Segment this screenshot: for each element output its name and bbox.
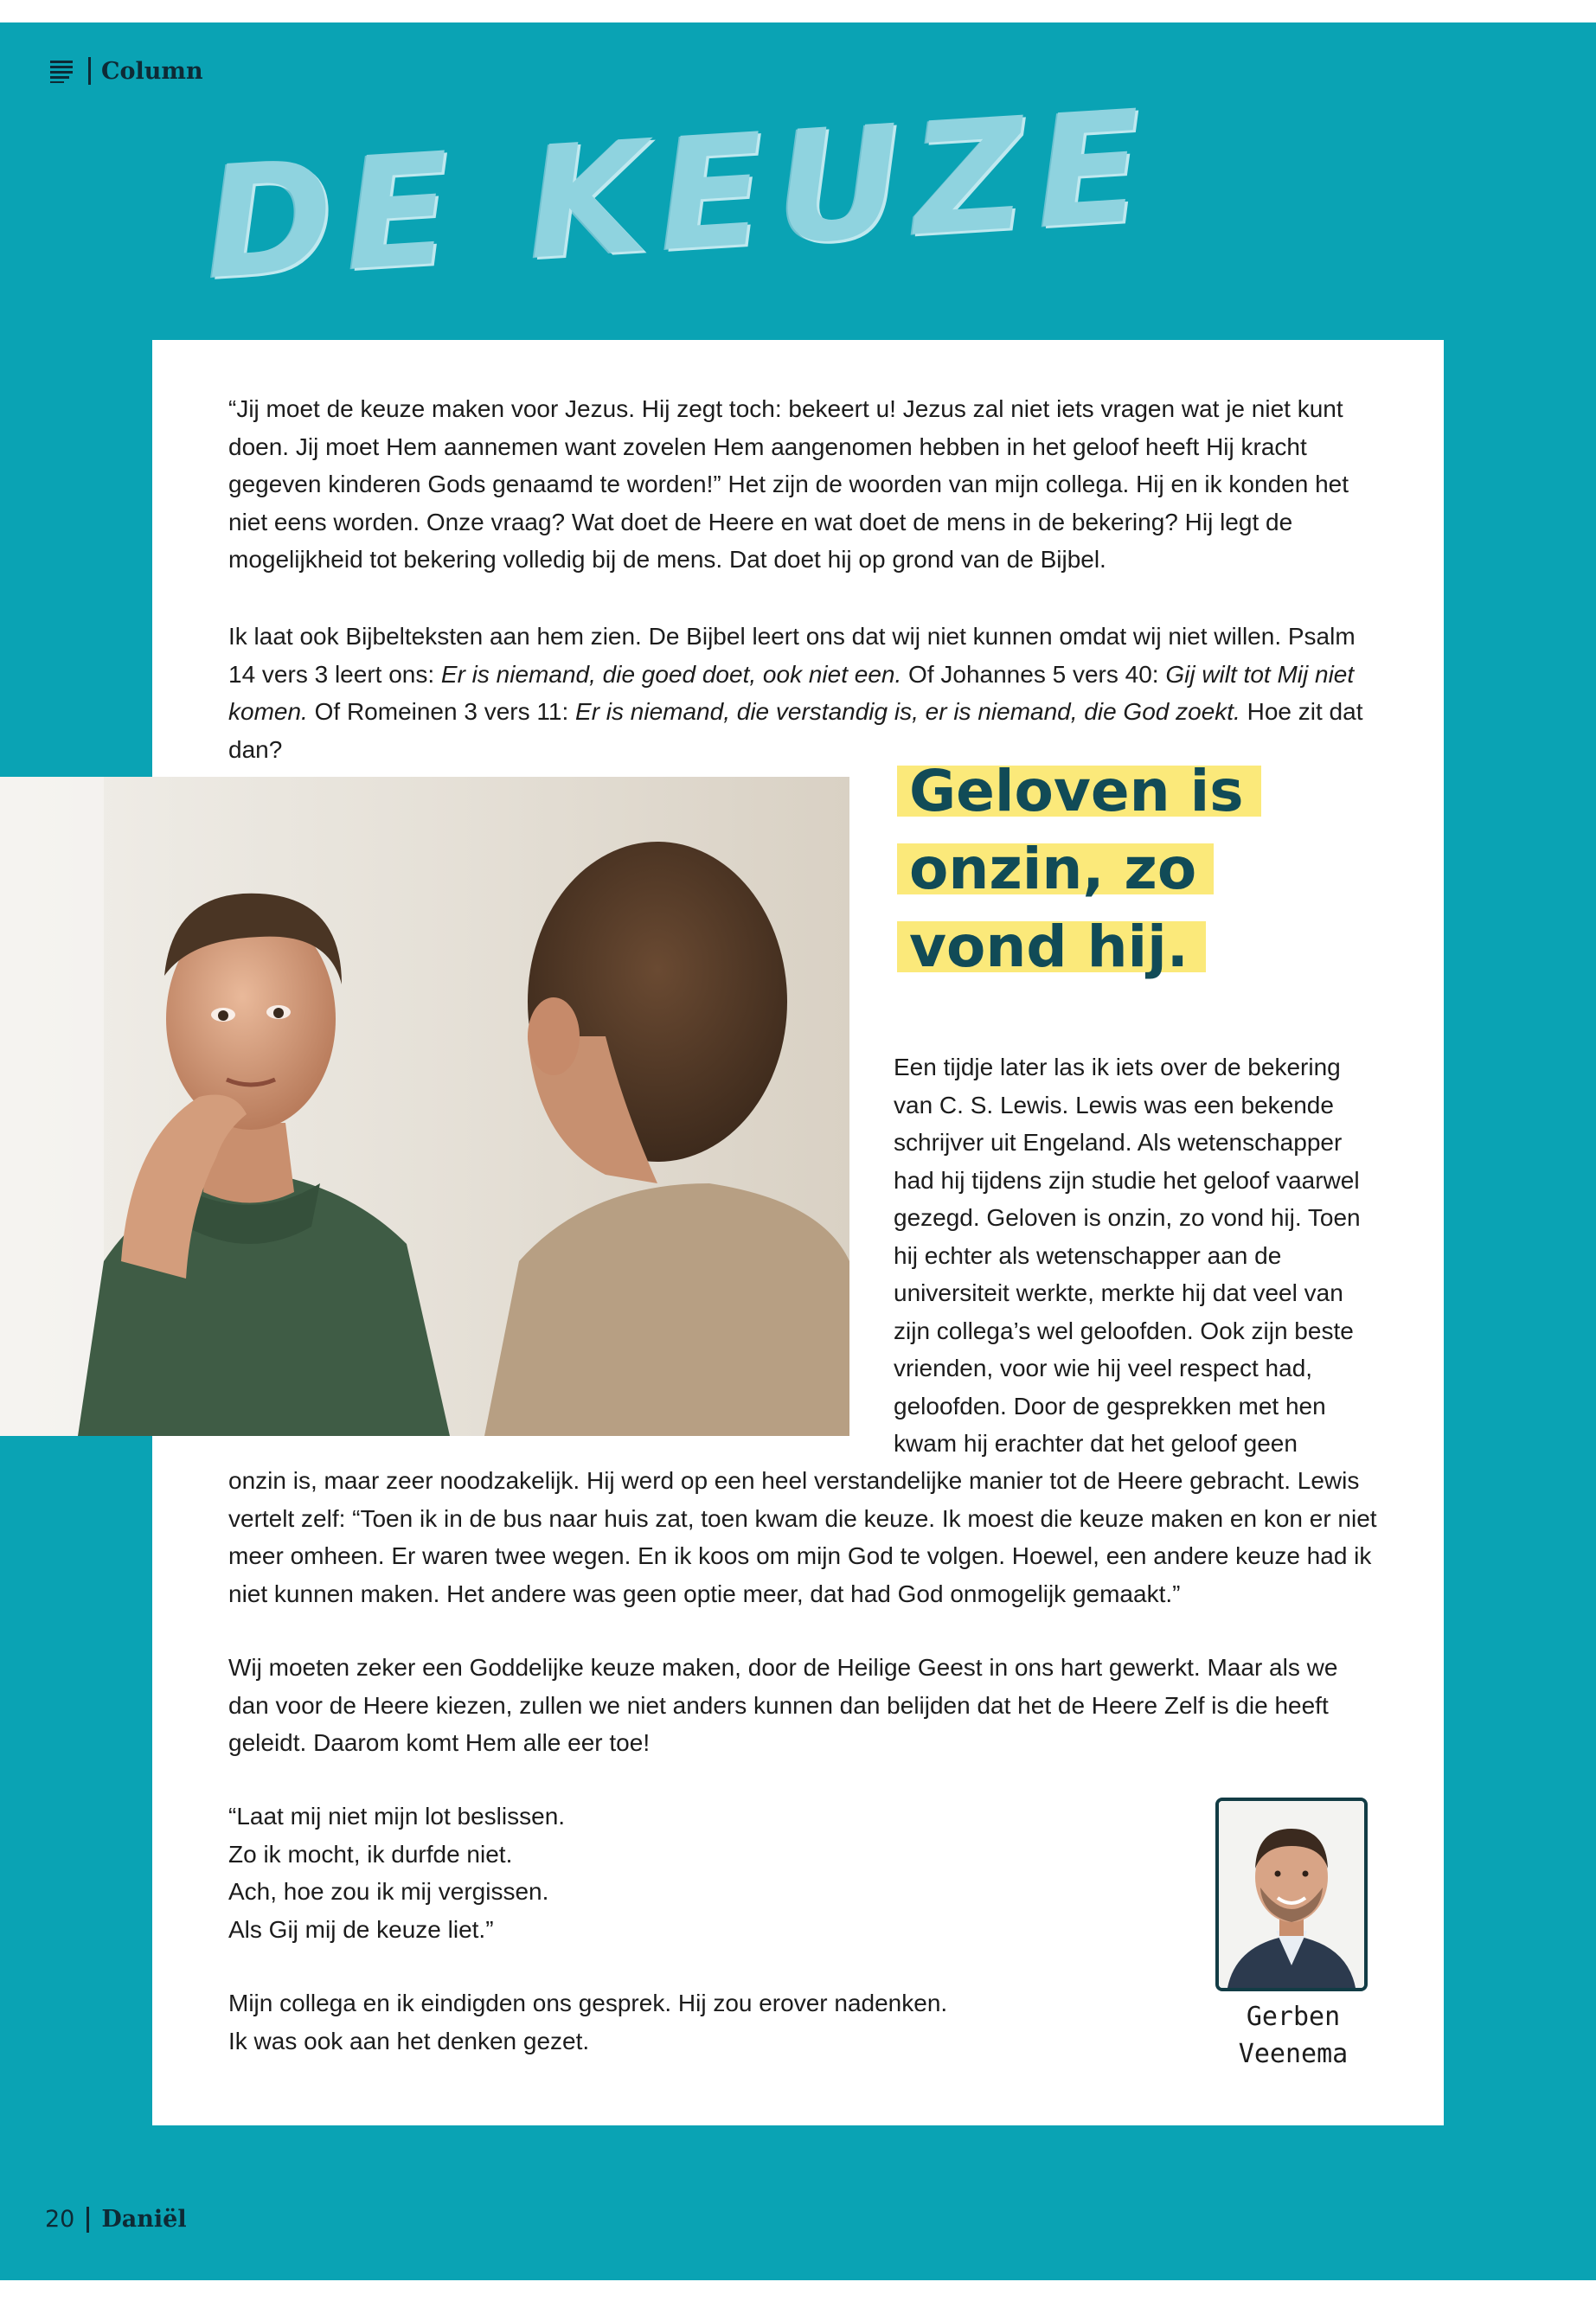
poem <box>228 1798 1007 1948</box>
pull-quote-line-2: onzin, zo <box>897 836 1214 902</box>
paragraph-4-text: Wij moeten zeker een Goddelijke keuze maken, door de Heilige Geest in ons hart gewerkt. Maar als we dan voor de Heere kiezen, zullen we niet anders kunnen dan belijden dat het de Heere Zelf is die heeft geleidt. Daarom komt Hem alle eer toe! <box>228 1654 1338 1756</box>
closing-line-2: Ik was ook aan het denken gezet. <box>228 2027 590 2054</box>
author-photo <box>1215 1798 1368 1991</box>
poem-line-2: Zo ik mocht, ik durfde niet. <box>228 1840 513 1868</box>
pull-quote-line-3: vond hij. <box>897 913 1206 980</box>
paragraph-2 <box>228 618 1379 768</box>
poem-line-1: “Laat mij niet mijn lot beslissen. <box>228 1803 566 1830</box>
article-title: DE KEUZE <box>200 76 1159 314</box>
poem-line-3: Ach, hoe zou ik mij vergissen. <box>228 1878 549 1905</box>
conversation-photo <box>0 777 849 1436</box>
author-first-name: Gerben <box>1246 2002 1341 2032</box>
divider <box>88 57 91 85</box>
bible-quote-romeinen: Er is niemand, die verstandig is, er is niemand, die God zoekt. <box>575 698 1240 725</box>
author-last-name: Veenema <box>1238 2039 1349 2069</box>
section-label <box>50 57 203 85</box>
paragraph-1 <box>228 390 1379 579</box>
paragraph-3-continued <box>228 1462 1379 1612</box>
magazine-name: Daniël <box>101 2206 187 2233</box>
paragraph-3-column <box>894 1048 1361 1463</box>
page-footer <box>45 2206 187 2233</box>
closing-line-1: Mijn collega en ik eindigden ons gesprek. Hij zou erover nadenken. <box>228 1990 948 2016</box>
bible-quote-psalm: Er is niemand, die goed doet, ook niet een. <box>440 660 902 688</box>
paragraph-1-text: “Jij moet de keuze maken voor Jezus. Hij zegt toch: bekeert u! Jezus zal niet iets vragen wat je niet kunt doen. Jij moet Hem aannemen want zovelen Hem aangenomen hebben in het geloof heeft Hij kracht gegeven kinderen Gods genaamd te worden!” Het zijn de woorden van mijn collega. Hij en ik konden het niet eens worden. Onze vraag? Wat doet de Heere en wat doet de mens in de bekering? Hij legt de mogelijkheid tot bekering volledig bij de mens. Dat doet hij op grond van de Bijbel. <box>228 395 1349 573</box>
p2-text-b: Of Johannes 5 vers 40: <box>901 660 1166 688</box>
footer-divider <box>87 2207 89 2233</box>
p2-text-a: Ik laat ook Bijbelteksten aan hem zien. De Bijbel leert ons dat wij niet kunnen omdat wij niet willen. Psalm 14 vers 3 leert ons: <box>228 623 1356 688</box>
author-portrait <box>1219 1801 1364 1988</box>
page-number: 20 <box>45 2206 75 2233</box>
conversation-illustration <box>0 777 849 1436</box>
paragraph-3-continued-text: onzin is, maar zeer noodzakelijk. Hij werd op een heel verstandelijke manier tot de Heere gebracht. Lewis vertelt zelf: “Toen ik in de bus naar huis zat, toen kwam die keuze. Ik moest die keuze maken en kon er niet meer omheen. Er waren twee wegen. En ik koos om mijn God te volgen. Hoewel, een andere keuze had ik niet kunnen maken. Het andere was geen optie meer, dat had God onmogelijk gemaakt.” <box>228 1467 1377 1607</box>
p2-text-d: Hoe zit dat dan? <box>228 698 1363 763</box>
author-name <box>1211 1998 1375 2073</box>
section-name: Column <box>101 57 203 85</box>
article-lines-icon <box>50 59 76 83</box>
paragraph-3-column-text: Een tijdje later las ik iets over de bekering van C. S. Lewis. Lewis was een bekende schrijver uit Engeland. Als wetenschapper had hij tijdens zijn studie het geloof vaarwel gezegd. Geloven is onzin, zo vond hij. Toen hij echter als wetenschapper aan de universiteit werkte, merkte hij dat veel van zijn collega’s wel geloofden. Ook zijn beste vrienden, voor wie hij veel respect had, geloofden. Door de gesprekken met hen kwam hij erachter dat het geloof geen <box>894 1054 1361 1457</box>
closing <box>228 1984 1180 2060</box>
pull-quote-line-1: Geloven is <box>897 758 1261 824</box>
poem-line-4: Als Gij mij de keuze liet.” <box>228 1915 494 1943</box>
pull-quote <box>897 753 1261 986</box>
p2-text-c: Of Romeinen 3 vers 11: <box>307 698 576 725</box>
bible-quote-johannes: Gij wilt tot Mij niet komen. <box>228 660 1355 725</box>
paragraph-4 <box>228 1649 1379 1762</box>
